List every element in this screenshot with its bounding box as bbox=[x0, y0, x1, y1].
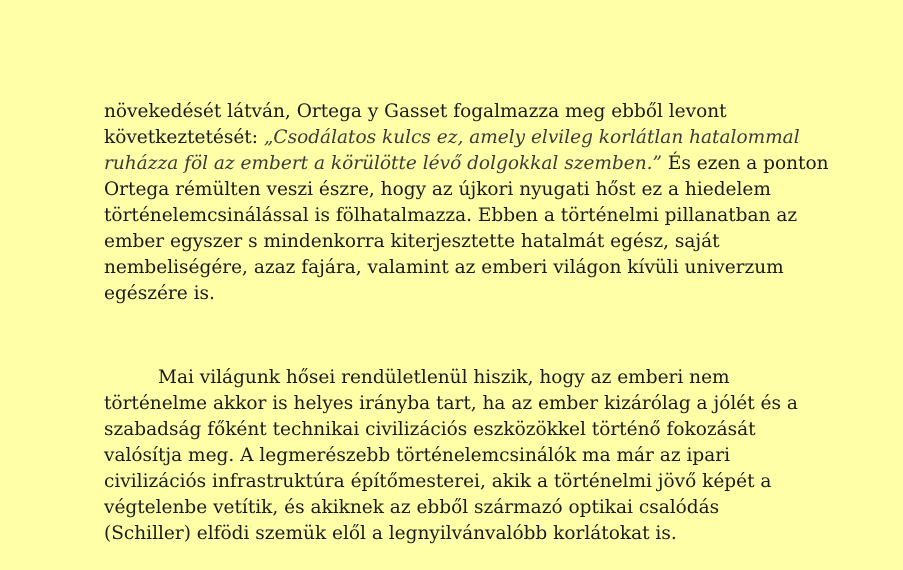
paragraph-line: Ortega rémülten veszi észre, hogy az újkori nyugati hőst ez a hiedelem bbox=[104, 179, 771, 200]
paragraph-text: következtetését: bbox=[104, 127, 264, 148]
paragraph-line: (Schiller) elfödi szemük elől a legnyilvánvalóbb korlátokat is. bbox=[104, 523, 677, 544]
paragraph-line bbox=[104, 151, 829, 177]
paragraph-line: végtelenbe vetítik, és akiknek az ebből származó optikai csalódás bbox=[104, 497, 720, 518]
paragraph-line: valósítja meg. A legmerészebb történelemcsinálók ma már az ipari bbox=[104, 445, 730, 466]
paragraph-line: növekedését látván, Ortega y Gasset fogalmazza meg ebből levont bbox=[104, 101, 727, 122]
paragraph-line: Mai világunk hősei rendületlenül hiszik, hogy az emberi nem bbox=[158, 367, 730, 388]
paragraph-line: egészére is. bbox=[104, 283, 215, 304]
paragraph-1 bbox=[104, 99, 829, 307]
paragraph-line: ember egyszer s mindenkorra kiterjesztette hatalmát egész, saját bbox=[104, 231, 720, 252]
paragraph-line: történelemcsinálással is fölhatalmazza. Ebben a történelmi pillanatban az bbox=[104, 205, 798, 226]
paragraph-line: történelme akkor is helyes irányba tart, ha az ember kizárólag a jólét és a bbox=[104, 393, 798, 414]
document-page bbox=[104, 99, 829, 547]
paragraph-line bbox=[104, 125, 824, 151]
paragraph-line: nembeliségére, azaz fajára, valamint az emberi világon kívüli univerzum bbox=[104, 257, 784, 278]
paragraph-line: civilizációs infrastruktúra építőmesterei, akik a történelmi jövő képét a bbox=[104, 471, 772, 492]
paragraph-2 bbox=[104, 365, 824, 547]
paragraph-spacer bbox=[104, 307, 824, 365]
paragraph-line: szabadság főként technikai civilizációs eszközökkel történő fokozását bbox=[104, 419, 756, 440]
quotation-text: ruházza föl az embert a körülötte lévő dolgokkal szemben.” bbox=[104, 153, 662, 174]
quotation-text: „Csodálatos kulcs ez, amely elvileg korlátlan hatalommal bbox=[263, 127, 800, 148]
paragraph-text: És ezen a ponton bbox=[662, 153, 829, 174]
